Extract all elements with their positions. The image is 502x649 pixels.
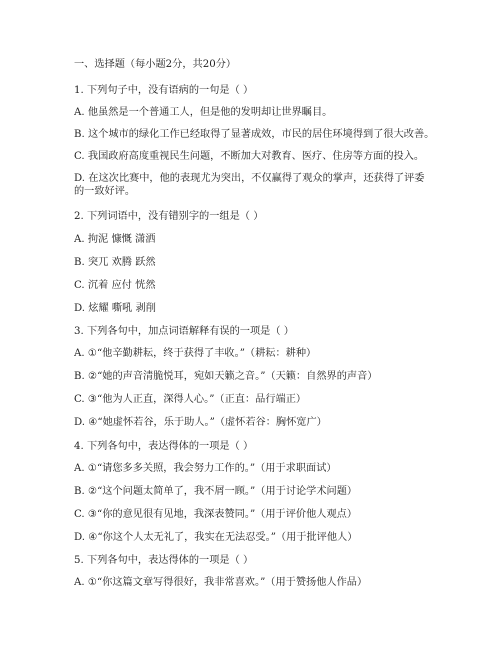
question-4-option-d: D. ④“你这个人太无礼了，我实在无法忍受。”（用于批评他人）	[74, 532, 358, 543]
question-1-option-a: A. 他虽然是一个普通工人，但是他的发明却让世界瞩目。	[74, 107, 333, 118]
question-3-option-c: C. ③“他为人正直，深得人心。”（正直：品行端正）	[74, 394, 307, 405]
section-title: 一、选择题（每小题2分，共20分）	[74, 59, 237, 70]
question-1-option-b: B. 这个城市的绿化工作已经取得了显著成效，市民的居住环境得到了很大改善。	[74, 129, 434, 140]
question-2-option-c: C. 沉着 应付 恍然	[74, 280, 156, 291]
question-3-option-d: D. ④“她虚怀若谷，乐于助人。”（虚怀若谷：胸怀宽广）	[74, 417, 327, 428]
question-5-stem: 5. 下列各句中，表达得体的一项是（ ）	[74, 555, 254, 566]
question-3-option-b: B. ②“她的声音清脆悦耳，宛如天籁之音。”（天籁：自然界的声音）	[74, 371, 378, 382]
question-2-option-a: A. 拘泥 慷慨 潇洒	[74, 234, 156, 245]
question-4-option-c: C. ③“你的意见很有见地，我深表赞同。”（用于评价他人观点）	[74, 509, 358, 520]
question-4-option-a: A. ①“请您多多关照，我会努力工作的。”（用于求职面试）	[74, 463, 337, 474]
question-1-stem: 1. 下列句子中，没有语病的一句是（ ）	[74, 85, 254, 96]
question-4-stem: 4. 下列各句中，表达得体的一项是（ ）	[74, 441, 254, 452]
question-1-option-c: C. 我国政府高度重视民生问题，不断加大对教育、医疗、住房等方面的投入。	[74, 151, 425, 162]
question-1-option-d: D. 在这次比赛中，他的表现尤为突出，不仅赢得了观众的掌声，还获得了评委的一致好评。	[74, 173, 425, 197]
question-2-option-b: B. 突兀 欢腾 跃然	[74, 257, 156, 268]
question-2-option-d: D. 炫耀 嘶吼 剥削	[74, 303, 156, 314]
question-4-option-b: B. ②“这个问题太简单了，我不屑一顾。”（用于讨论学术问题）	[74, 486, 358, 497]
question-3-option-a: A. ①“他辛勤耕耘，终于获得了丰收。”（耕耘：耕种）	[74, 348, 317, 359]
question-3-stem: 3. 下列各句中，加点词语解释有误的一项是（ ）	[74, 326, 294, 337]
question-2-stem: 2. 下列词语中，没有错别字的一组是（ ）	[74, 211, 264, 222]
question-5-option-a: A. ①“你这篇文章写得很好，我非常喜欢。”（用于赞扬他人作品）	[74, 577, 368, 588]
